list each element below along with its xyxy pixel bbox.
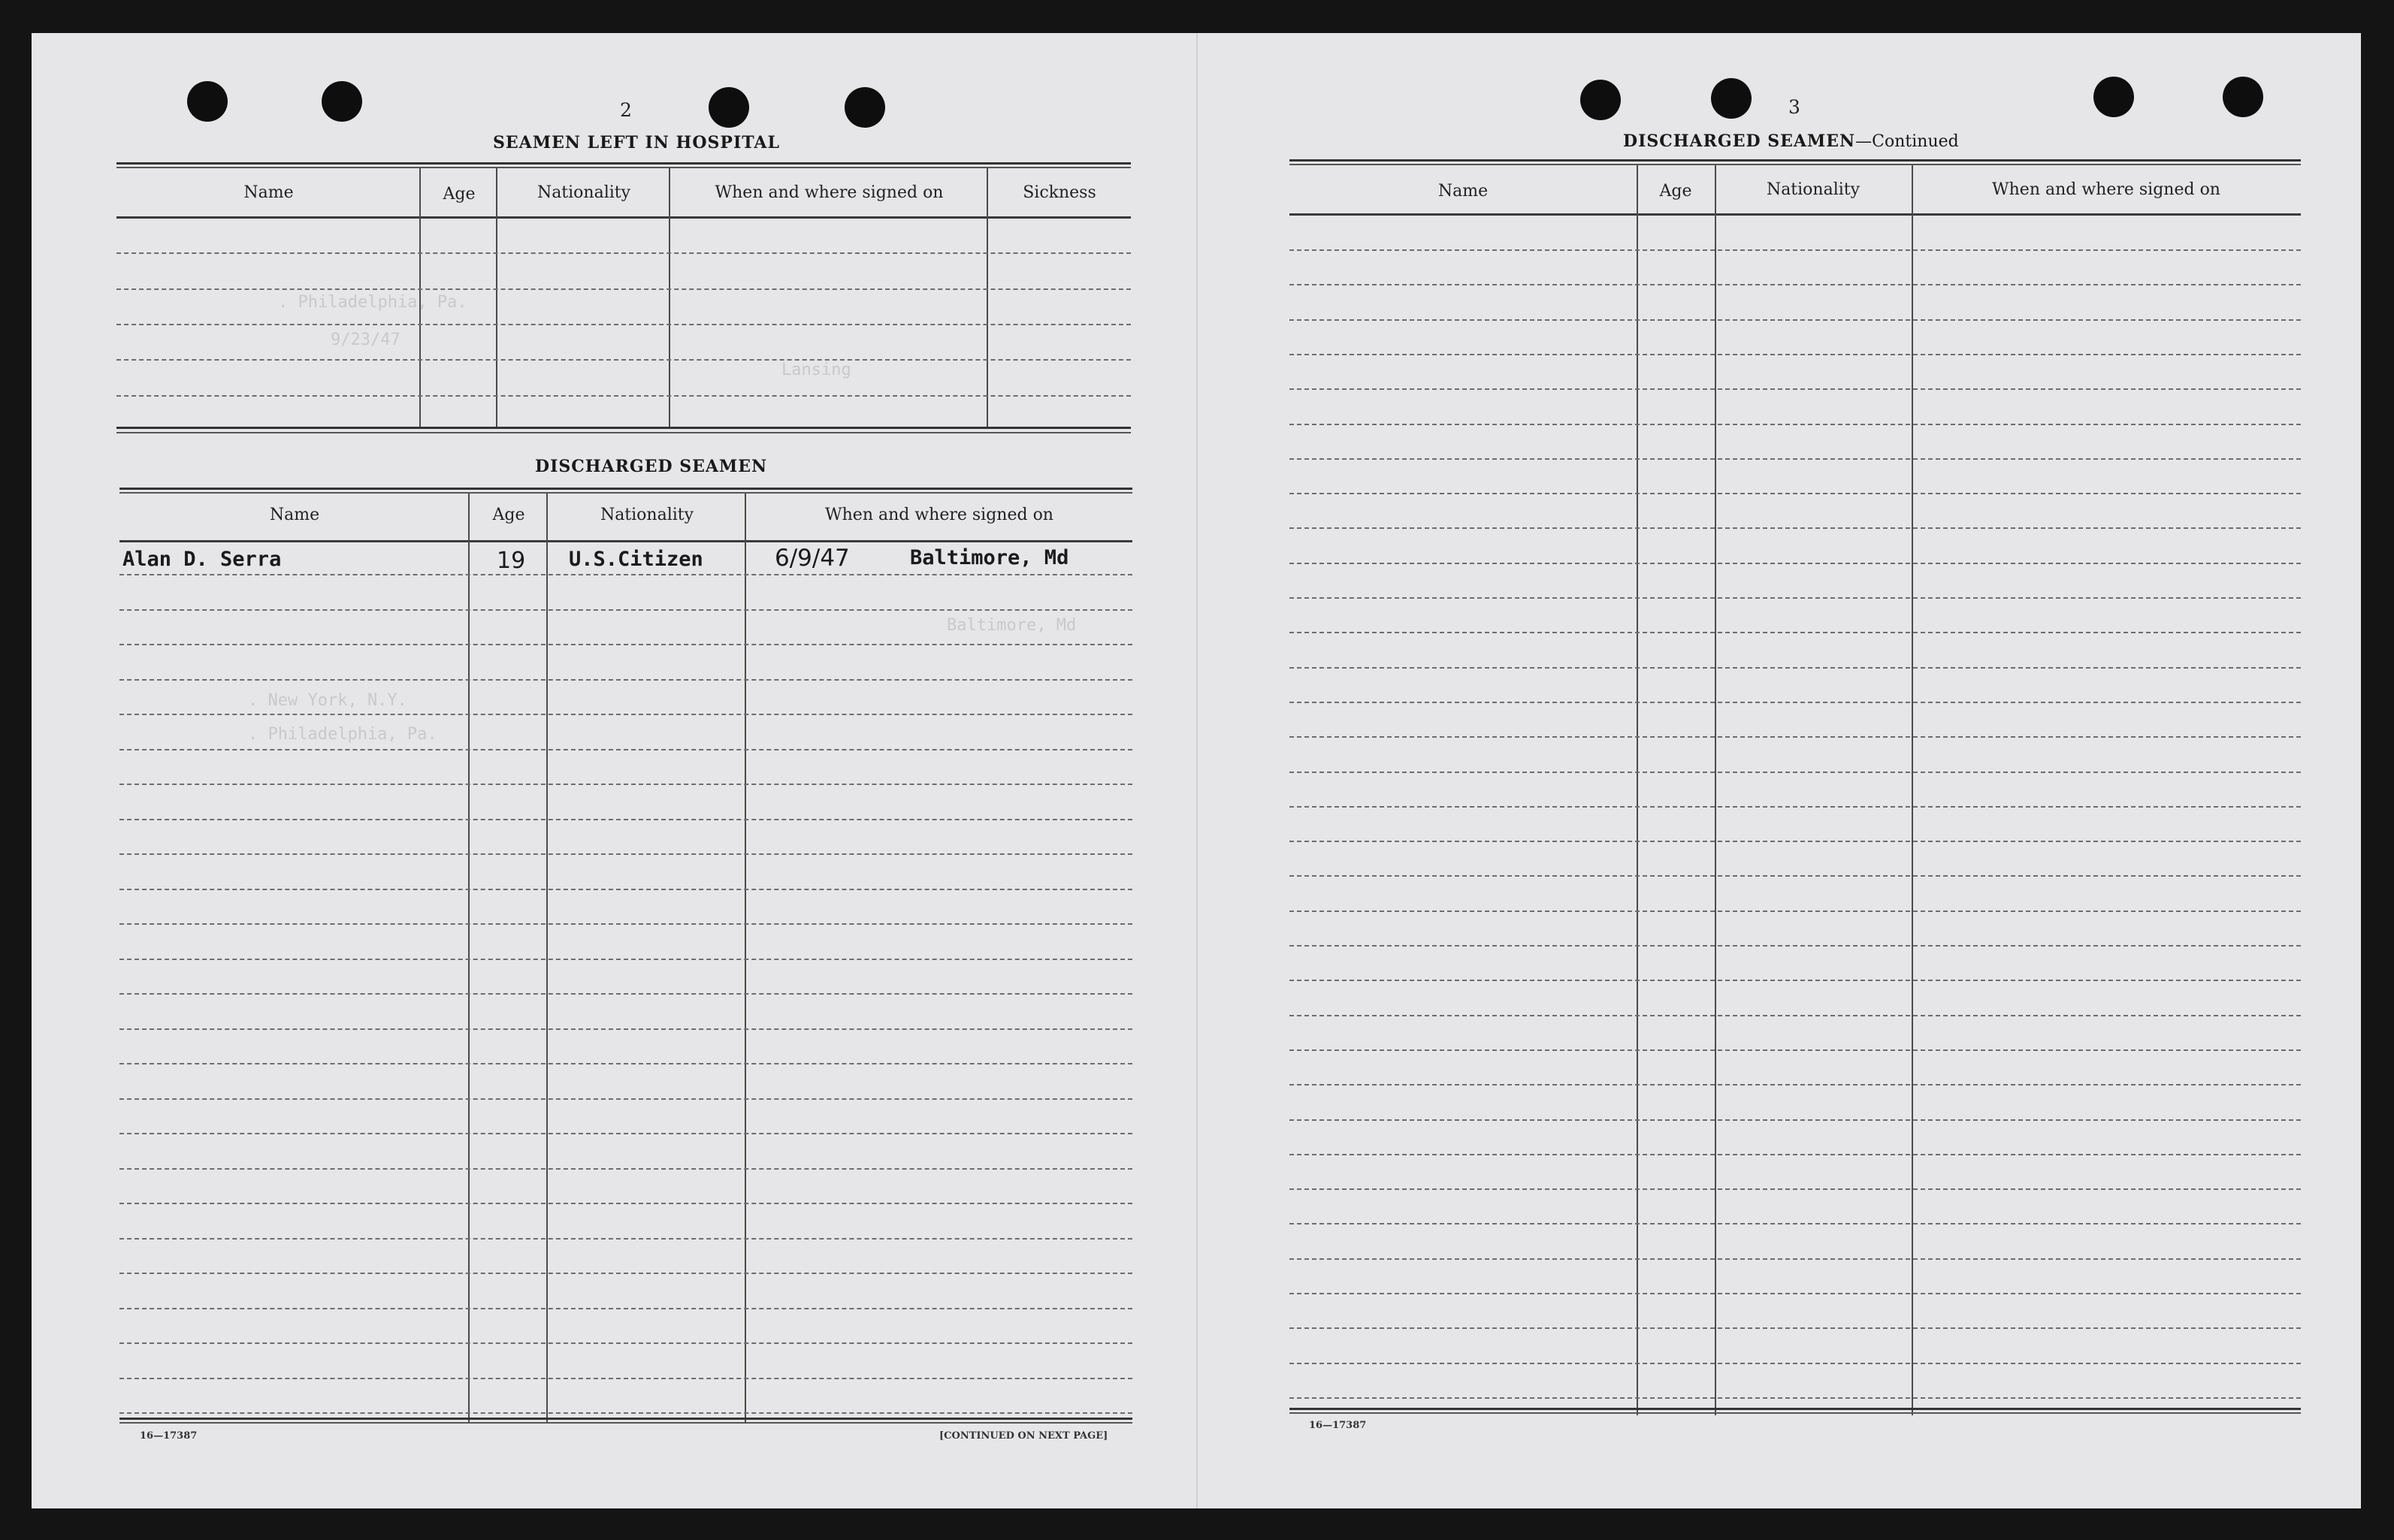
punch-hole: [187, 81, 228, 122]
entry-line: [119, 784, 1132, 785]
entry-line: [1289, 1293, 2301, 1294]
discharged-continued-table: [1289, 159, 2301, 1415]
entry-line: [1289, 424, 2301, 425]
entry-line: [119, 819, 1132, 820]
entry-line: [1289, 772, 2301, 773]
bleed-through-text: Lansing: [781, 361, 851, 379]
table-rule: [119, 1418, 1132, 1420]
column-divider: [669, 168, 670, 428]
column-divider: [1912, 165, 1913, 1415]
entry-line: [119, 1342, 1132, 1344]
entry-line: [1289, 458, 2301, 460]
table-rule: [116, 432, 1131, 433]
entry-line: [119, 1063, 1132, 1064]
entry-line: [119, 714, 1132, 715]
column-header-signed-on: When and where signed on: [715, 183, 944, 202]
title-main: DISCHARGED SEAMEN: [1623, 131, 1856, 151]
column-divider: [987, 168, 988, 428]
section-title-discharged: DISCHARGED SEAMEN: [535, 457, 768, 476]
column-header-age: Age: [1659, 182, 1692, 201]
entry-line: [1289, 527, 2301, 529]
discharged-table: [119, 488, 1132, 1422]
column-header-sickness: Sickness: [1023, 183, 1096, 202]
punch-hole: [2093, 77, 2134, 117]
column-header-nationality: Nationality: [537, 183, 631, 202]
column-divider: [419, 168, 421, 428]
section-title-hospital: SEAMEN LEFT IN HOSPITAL: [493, 133, 780, 152]
entry-line: [119, 574, 1132, 575]
entry-line: [1289, 980, 2301, 981]
bleed-through-text: . Philadelphia, Pa.: [248, 725, 437, 744]
column-divider: [496, 168, 497, 428]
form-number: 16—17387: [140, 1430, 198, 1442]
entry-line: [119, 644, 1132, 645]
entry-line: [1289, 667, 2301, 669]
table-rule: [119, 1422, 1132, 1424]
entry-line: [1289, 249, 2301, 251]
entry-line: [1289, 319, 2301, 321]
entry-line: [1289, 806, 2301, 808]
entry-line: [116, 324, 1131, 325]
page-number: 2: [620, 99, 632, 121]
table-rule: [119, 492, 1132, 494]
column-divider: [1715, 165, 1716, 1415]
header-rule: [1289, 213, 2301, 216]
entry-line: [119, 1168, 1132, 1170]
entry-line: [1289, 388, 2301, 390]
column-header-signed-on: When and where signed on: [1992, 180, 2220, 199]
entry-line: [116, 395, 1131, 397]
entry-line: [119, 749, 1132, 750]
punch-hole: [2223, 77, 2263, 117]
entry-line: [1289, 910, 2301, 912]
table-rule: [116, 162, 1131, 165]
header-rule: [116, 216, 1131, 219]
entry-line: [119, 1308, 1132, 1309]
entry-line: [119, 889, 1132, 890]
column-header-nationality: Nationality: [1766, 180, 1860, 199]
bleed-through-text: Baltimore, Md: [947, 616, 1077, 635]
table-rule: [1289, 164, 2301, 165]
column-header-name: Name: [243, 183, 294, 202]
seaman-age: 19: [497, 548, 526, 574]
entry-line: [1289, 1363, 2301, 1364]
continued-note: [CONTINUED ON NEXT PAGE]: [939, 1430, 1108, 1442]
entry-line: [1289, 945, 2301, 947]
column-header-signed-on: When and where signed on: [825, 506, 1053, 524]
entry-line: [1289, 1154, 2301, 1155]
form-number: 16—17387: [1309, 1420, 1367, 1431]
punch-hole: [709, 87, 749, 128]
entry-line: [116, 359, 1131, 361]
entry-line: [119, 1273, 1132, 1274]
seaman-name: Alan D. Serra: [122, 548, 282, 571]
punch-hole: [1580, 80, 1621, 120]
seaman-nationality: U.S.Citizen: [569, 548, 703, 571]
entry-line: [1289, 841, 2301, 842]
page-number: 3: [1788, 96, 1800, 118]
page-fold: [1196, 33, 1198, 1508]
entry-line: [1289, 1223, 2301, 1224]
entry-line: [119, 1098, 1132, 1100]
entry-line: [1289, 284, 2301, 285]
hospital-table: [116, 162, 1131, 434]
table-rule: [1289, 1408, 2301, 1410]
column-header-age: Age: [492, 506, 525, 524]
bleed-through-text: 9/23/47: [331, 331, 401, 349]
entry-line: [1289, 354, 2301, 355]
entry-line: [116, 288, 1131, 290]
entry-line: [119, 993, 1132, 995]
entry-line: [119, 1412, 1132, 1414]
entry-line: [1289, 597, 2301, 599]
entry-line: [119, 1028, 1132, 1030]
punch-hole: [845, 87, 885, 128]
table-rule: [119, 488, 1132, 490]
column-header-name: Name: [1437, 182, 1489, 201]
table-rule: [1289, 1412, 2301, 1414]
column-divider: [1637, 165, 1638, 1415]
entry-line: [1289, 1084, 2301, 1086]
entry-line: [1289, 493, 2301, 494]
bleed-through-text: . New York, N.Y.: [248, 691, 407, 710]
entry-line: [1289, 736, 2301, 738]
punch-hole: [1711, 78, 1752, 119]
bleed-through-text: . Philadelphia, Pa.: [278, 293, 467, 312]
entry-line: [119, 853, 1132, 855]
entry-line: [119, 1133, 1132, 1134]
entry-line: [1289, 1327, 2301, 1329]
entry-line: [1289, 1188, 2301, 1190]
entry-line: [119, 1203, 1132, 1204]
entry-line: [1289, 563, 2301, 564]
entry-line: [1289, 1049, 2301, 1051]
entry-line: [1289, 1119, 2301, 1121]
table-rule: [116, 167, 1131, 168]
entry-line: [1289, 1397, 2301, 1399]
section-title-discharged-continued: [1623, 131, 1959, 151]
entry-line: [119, 959, 1132, 960]
column-header-name: Name: [269, 506, 320, 524]
table-rule: [116, 427, 1131, 429]
entry-line: [119, 923, 1132, 925]
punch-hole: [322, 81, 362, 122]
column-header-nationality: Nationality: [600, 506, 694, 524]
title-suffix: —Continued: [1855, 132, 1959, 151]
entry-line: [119, 679, 1132, 681]
entry-line: [119, 609, 1132, 611]
entry-line: [1289, 1258, 2301, 1260]
header-rule: [119, 540, 1132, 542]
entry-line: [1289, 875, 2301, 877]
entry-line: [119, 1378, 1132, 1379]
entry-line: [1289, 1015, 2301, 1016]
entry-line: [1289, 702, 2301, 703]
entry-line: [116, 252, 1131, 254]
entry-line: [119, 1238, 1132, 1240]
column-header-age: Age: [443, 185, 476, 204]
entry-line: [1289, 632, 2301, 633]
seaman-signed-on-date: 6/9/47: [775, 545, 850, 572]
seaman-signed-on-place: Baltimore, Md: [910, 546, 1069, 569]
table-rule: [1289, 159, 2301, 162]
